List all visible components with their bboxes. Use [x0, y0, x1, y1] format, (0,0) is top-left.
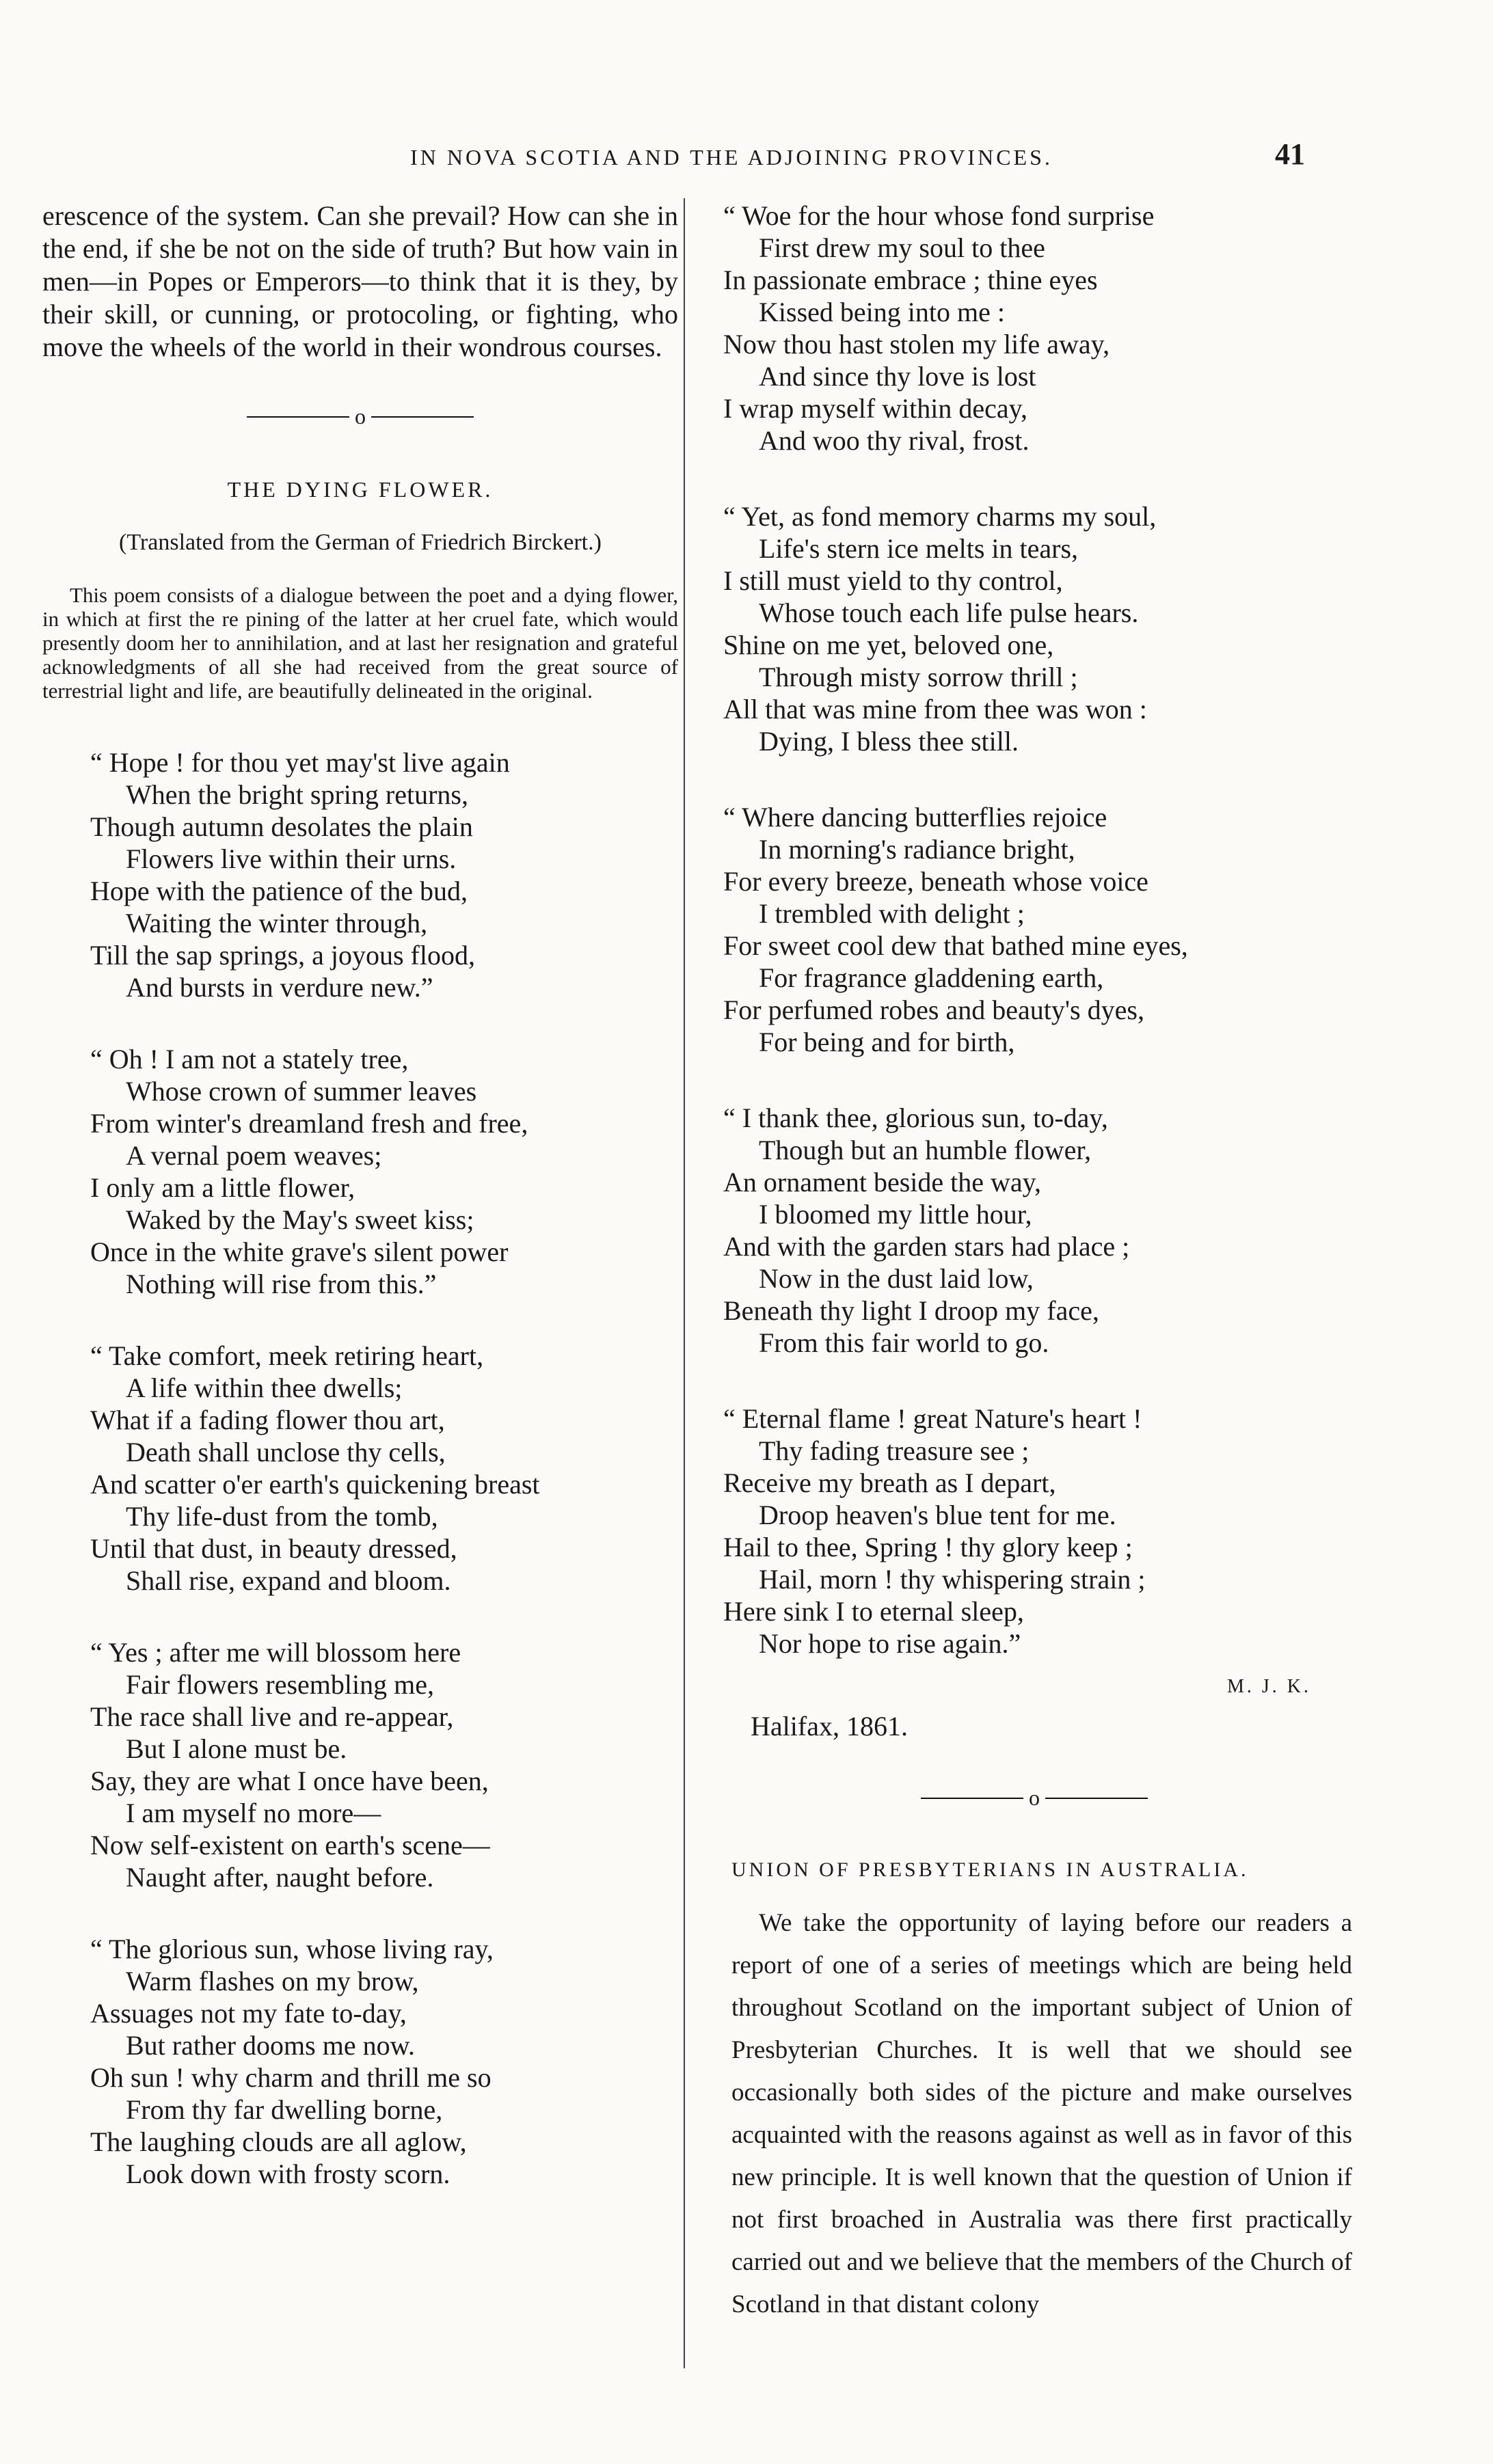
poem-intro: This poem consists of a dialogue between the poet and a dying flower, in which at first the re pining of the latter at her cruel fate, which would presently doom her to annihilation, and at last her resignation and grateful acknowledgments of all she had received from the great source of terrestrial light and life, are beautifully delineated in the original.: [42, 583, 678, 703]
verse-line: I am myself no more—: [126, 1798, 381, 1829]
verse-line: And woo thy rival, frost.: [759, 425, 1030, 456]
verse-line: Though but an humble flower,: [759, 1135, 1092, 1165]
verse-line: For being and for birth,: [759, 1027, 1015, 1057]
poem-title: THE DYING FLOWER.: [227, 477, 494, 502]
verse-line: Waiting the winter through,: [126, 908, 428, 939]
verse-line: A vernal poem weaves;: [126, 1140, 382, 1172]
verse-line: “ Hope ! for thou yet may'st live again: [90, 747, 510, 779]
poem-subtitle: (Translated from the German of Friedrich Birckert.): [119, 530, 602, 556]
verse-line: I bloomed my little hour,: [759, 1199, 1032, 1230]
verse-line: I trembled with delight ;: [759, 898, 1025, 929]
verse-line: For sweet cool dew that bathed mine eyes,: [723, 930, 1188, 961]
verse-line: Beneath thy light I droop my face,: [723, 1295, 1099, 1326]
verse-line: Thy life-dust from the tomb,: [126, 1501, 438, 1532]
verse-line: From thy far dwelling borne,: [126, 2094, 443, 2126]
verse-line: Flowers live within their urns.: [126, 843, 457, 875]
verse-line: Now in the dust laid low,: [759, 1263, 1034, 1294]
verse-line: “ Yes ; after me will blossom here: [90, 1637, 461, 1668]
stanza: [716, 801, 1352, 1058]
verse-line: Waked by the May's sweet kiss;: [126, 1204, 474, 1236]
verse-line: Assuages not my fate to-day,: [90, 1998, 407, 2029]
left-column: [42, 200, 678, 2230]
separator-rule-left: [921, 1798, 1023, 1799]
place-date: Halifax, 1861.: [751, 1711, 908, 1742]
verse-line: Through misty sorrow thrill ;: [759, 662, 1078, 692]
verse-line: What if a fading flower thou art,: [90, 1405, 445, 1436]
verse-line: Dying, I bless thee still.: [759, 726, 1019, 757]
verse-line: “ Woe for the hour whose fond surprise: [723, 200, 1155, 231]
verse-line: For fragrance gladdening earth,: [759, 962, 1104, 993]
section-separator: [42, 402, 678, 429]
stanza: [716, 500, 1352, 757]
verse-line: Hope with the patience of the bud,: [90, 876, 468, 907]
verse-line: Fair flowers resembling me,: [126, 1669, 434, 1701]
verse-line: Say, they are what I once have been,: [90, 1765, 489, 1797]
verse-line: Hail to thee, Spring ! thy glory keep ;: [723, 1532, 1133, 1562]
verse-line: Till the sap springs, a joyous flood,: [90, 940, 475, 971]
author-signature: M. J. K.: [1226, 1676, 1311, 1697]
verse-line: Once in the white grave's silent power: [90, 1236, 509, 1268]
separator-rule-right: [1045, 1798, 1148, 1799]
verse-line: And scatter o'er earth's quickening breast: [90, 1469, 540, 1500]
verse-line: From winter's dreamland fresh and free,: [90, 1108, 528, 1139]
verse-line: Receive my breath as I depart,: [723, 1467, 1056, 1498]
verse-line: “ I thank thee, glorious sun, to-day,: [723, 1102, 1108, 1133]
stanza: [716, 1102, 1352, 1359]
verse-line: Thy fading treasure see ;: [759, 1435, 1030, 1466]
verse-line: Whose crown of summer leaves: [126, 1076, 477, 1107]
verse-line: Life's stern ice melts in tears,: [759, 533, 1079, 564]
verse-line: And bursts in verdure new.”: [126, 972, 433, 1003]
verse-line: I wrap myself within decay,: [723, 393, 1028, 424]
verse-line: Hail, morn ! thy whispering strain ;: [759, 1564, 1146, 1595]
verse-line: Droop heaven's blue tent for me.: [759, 1500, 1116, 1530]
verse-line: Kissed being into me :: [759, 297, 1005, 327]
stanza: [42, 1043, 678, 1300]
continued-paragraph: erescence of the system. Can she prevail? How can she in the end, if she be not on the side of truth? But how vain in men—in Popes or Emperors—to think that it is they, by their skill, or cunning, or protocoling, or fighting, who move the wheels of the world in their wondrous courses.: [42, 200, 678, 362]
column-divider: [684, 198, 685, 2368]
verse-line: The race shall live and re-appear,: [90, 1701, 454, 1733]
verse-line: In morning's radiance bright,: [759, 834, 1075, 865]
article-title: UNION OF PRESBYTERIANS IN AUSTRALIA.: [731, 1858, 1249, 1882]
stanza: [42, 1636, 678, 1893]
running-head: IN NOVA SCOTIA AND THE ADJOINING PROVINCES.: [410, 145, 1053, 170]
verse-line: Nothing will rise from this.”: [126, 1269, 437, 1300]
verse-line: Though autumn desolates the plain: [90, 811, 473, 843]
page-number: 41: [1275, 137, 1305, 171]
verse-line: I still must yield to thy control,: [723, 565, 1063, 596]
verse-line: Warm flashes on my brow,: [126, 1966, 419, 1997]
stanza: [42, 1340, 678, 1597]
verse-line: I only am a little flower,: [90, 1172, 355, 1204]
stanza: [42, 746, 678, 1003]
verse-line: “ Take comfort, meek retiring heart,: [90, 1340, 484, 1372]
verse-line: Now thou hast stolen my life away,: [723, 329, 1110, 360]
verse-line: For perfumed robes and beauty's dyes,: [723, 994, 1144, 1025]
verse-line: “ Where dancing butterflies rejoice: [723, 802, 1107, 832]
verse-line: For every breeze, beneath whose voice: [723, 866, 1148, 897]
verse-line: The laughing clouds are all aglow,: [90, 2126, 467, 2158]
stanza: [42, 1933, 678, 2190]
verse-line: When the bright spring returns,: [126, 779, 468, 811]
verse-line: First drew my soul to thee: [759, 232, 1045, 263]
verse-line: “ The glorious sun, whose living ray,: [90, 1934, 494, 1965]
verse-line: Death shall unclose thy cells,: [126, 1437, 446, 1468]
verse-line: Until that dust, in beauty dressed,: [90, 1533, 457, 1565]
verse-line: But rather dooms me now.: [126, 2030, 415, 2061]
verse-line: “ Oh ! I am not a stately tree,: [90, 1044, 409, 1075]
stanza: [716, 200, 1352, 457]
verse-line: “ Yet, as fond memory charms my soul,: [723, 501, 1157, 532]
verse-line: But I alone must be.: [126, 1733, 347, 1765]
verse-line: From this fair world to go.: [759, 1327, 1049, 1358]
verse-line: “ Eternal flame ! great Nature's heart !: [723, 1403, 1142, 1434]
verse-line: Naught after, naught before.: [126, 1862, 434, 1893]
separator-ornament: o: [355, 404, 366, 429]
section-separator: [716, 1783, 1352, 1811]
article-paragraph: We take the opportunity of laying before our readers a report of one of a series of meetings which are being held throughout Scotland on the important subject of Union of Presbyterian Churches. It is well that we should see occasionally both sides of the picture and make ourselves acquainted with the reasons against as well as in favor of this new principle. It is well known that the question of Union if not first broached in Australia was there first practically carried out and we believe that the members of the Church of Scotland in that distant colony: [731, 1909, 1352, 2319]
verse-line: And with the garden stars had place ;: [723, 1231, 1130, 1262]
verse-line: And since thy love is lost: [759, 361, 1036, 392]
verse-line: A life within thee dwells;: [126, 1372, 403, 1404]
verse-line: Nor hope to rise again.”: [759, 1628, 1021, 1659]
verse-line: Shine on me yet, beloved one,: [723, 629, 1054, 660]
verse-line: Shall rise, expand and bloom.: [126, 1565, 451, 1597]
verse-line: Now self-existent on earth's scene—: [90, 1830, 490, 1861]
verse-line: An ornament beside the way,: [723, 1167, 1042, 1197]
separator-rule-left: [247, 416, 349, 418]
verse-line: In passionate embrace ; thine eyes: [723, 265, 1098, 295]
verse-line: All that was mine from thee was won :: [723, 694, 1147, 725]
verse-line: Here sink I to eternal sleep,: [723, 1596, 1024, 1627]
verse-line: Whose touch each life pulse hears.: [759, 597, 1139, 628]
stanza: [716, 1403, 1352, 1660]
right-column: [716, 200, 1352, 2326]
separator-ornament: o: [1029, 1785, 1040, 1811]
separator-rule-right: [371, 416, 474, 418]
verse-line: Look down with frosty scorn.: [126, 2158, 450, 2190]
verse-line: Oh sun ! why charm and thrill me so: [90, 2062, 492, 2094]
